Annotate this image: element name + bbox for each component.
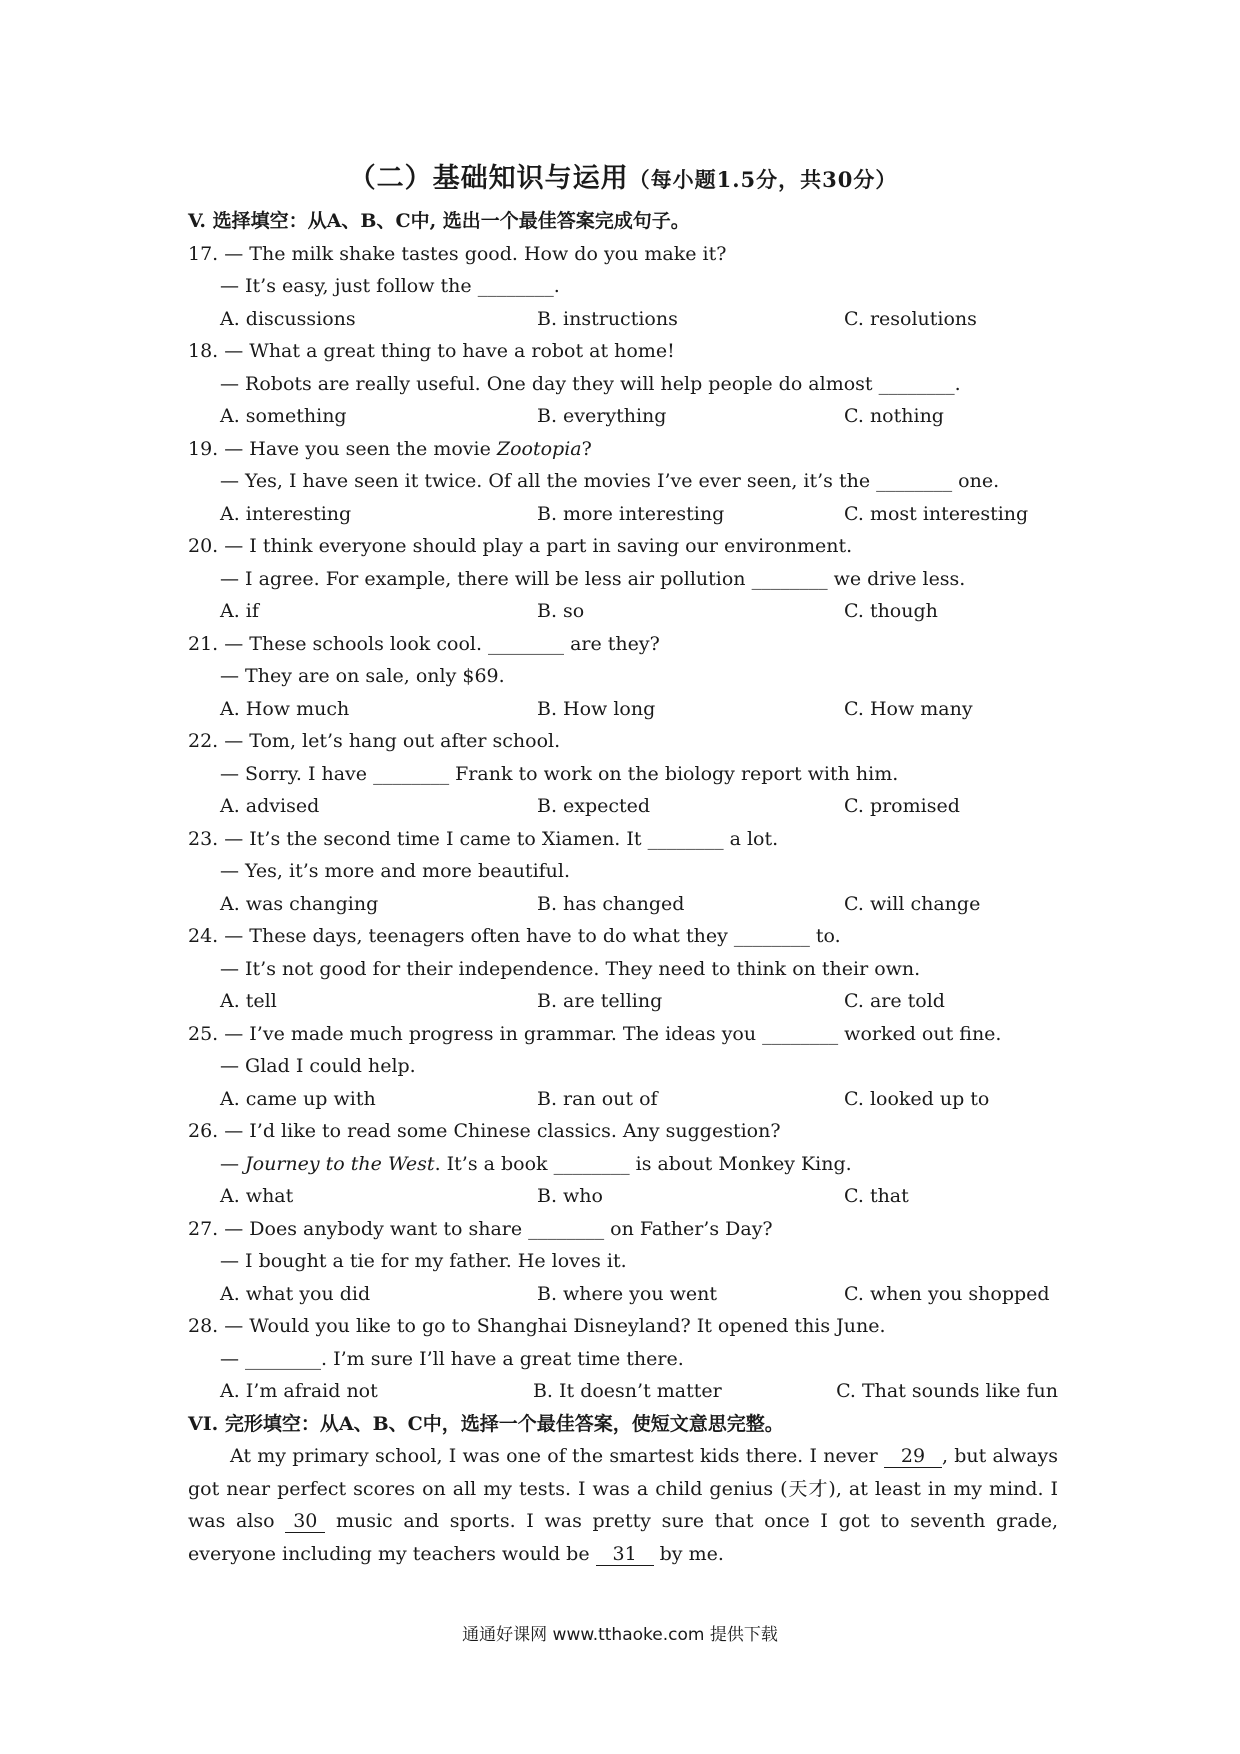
option-b: B. everything (537, 405, 667, 427)
question-options (188, 1278, 1058, 1311)
question-response: — I bought a tie for my father. He loves it. (220, 1250, 627, 1272)
section-title-note: （每小题1.5分，共30分） (628, 167, 898, 192)
option-a: A. what (220, 1185, 294, 1207)
question-stem: 27. — Does anybody want to share ________ on Father’s Day? (188, 1217, 773, 1240)
question-26 (188, 1115, 1058, 1213)
footer-watermark: 通通好课网 www.tthaoke.com 提供下载 (462, 1625, 778, 1645)
option-a: A. How much (220, 697, 350, 720)
question-stem (188, 433, 1058, 466)
option-b: B. has changed (537, 892, 685, 915)
question-response (188, 1148, 1058, 1181)
passage-text-4: by me. (653, 1542, 724, 1565)
question-stem: 28. — Would you like to go to Shanghai Disneyland? It opened this June. (188, 1315, 886, 1337)
option-b: B. expected (537, 795, 651, 817)
option-b: B. more interesting (537, 502, 725, 525)
option-c: C. promised (844, 795, 960, 817)
option-a: A. what you did (220, 1282, 371, 1305)
question-21 (188, 628, 1058, 726)
option-c: C. when you shopped (844, 1282, 1050, 1305)
question-options (188, 498, 1058, 531)
blank-31: 31 (596, 1543, 654, 1566)
movie-title: Zootopia (496, 437, 582, 460)
option-c: C. that (844, 1185, 909, 1207)
question-options (188, 303, 1058, 336)
question-18 (188, 335, 1058, 433)
question-options (188, 1180, 1058, 1213)
question-response: — Yes, I have seen it twice. Of all the movies I’ve ever seen, it’s the ________ one. (220, 470, 1000, 492)
question-options (188, 400, 1058, 433)
question-stem: 17. — The milk shake tastes good. How do you make it? (188, 242, 727, 265)
question-list (188, 238, 1058, 1408)
section-title (188, 160, 1058, 199)
question-response: — They are on sale, only $69. (220, 665, 505, 687)
question-stem: 26. — I’d like to read some Chinese classics. Any suggestion? (188, 1120, 781, 1142)
option-b: B. ran out of (537, 1087, 658, 1110)
option-b: B. are telling (537, 990, 663, 1012)
question-options (188, 595, 1058, 628)
option-c: C. will change (844, 892, 981, 915)
option-c: C. most interesting (844, 502, 1029, 525)
option-b: B. It doesn’t matter (532, 1380, 722, 1402)
option-c: C. That sounds like fun (836, 1380, 1058, 1402)
stem-text: 19. — Have you seen the movie (188, 437, 497, 460)
question-19 (188, 433, 1058, 531)
question-options (188, 790, 1058, 823)
question-options (188, 693, 1058, 726)
question-response: — Glad I could help. (220, 1055, 416, 1077)
option-b: B. instructions (537, 307, 678, 330)
option-b: B. where you went (537, 1282, 717, 1305)
question-20 (188, 530, 1058, 628)
option-a: A. discussions (220, 307, 356, 330)
question-28 (188, 1310, 1058, 1408)
option-a: A. was changing (220, 892, 379, 915)
section5-heading: V. 选择填空：从A、B、C中, 选出一个最佳答案完成句子。 (188, 210, 690, 232)
question-stem: 22. — Tom, let’s hang out after school. (188, 730, 561, 752)
option-b: B. How long (537, 697, 656, 720)
passage-text-2: , but always got near perfect scores on all my tests. I was a child genius (天才), at least in my mind. I was also (188, 1445, 1058, 1532)
question-options (188, 888, 1058, 921)
option-a: A. something (220, 405, 347, 427)
question-stem: 25. — I’ve made much progress in grammar. The ideas you ________ worked out fine. (188, 1022, 1002, 1045)
question-response: — It’s not good for their independence. They need to think on their own. (220, 957, 921, 980)
stem-text-end: ? (581, 437, 592, 460)
question-options (188, 985, 1058, 1018)
question-stem: 23. — It’s the second time I came to Xiamen. It ________ a lot. (188, 827, 779, 850)
option-a: A. interesting (220, 502, 352, 525)
option-c: C. nothing (844, 405, 944, 427)
question-stem: 21. — These schools look cool. ________ are they? (188, 632, 660, 655)
passage-text-3: music and sports. I was pretty sure that once I got to seventh grade, everyone including my teachers would be (188, 1510, 1058, 1565)
blank-29: 29 (884, 1445, 942, 1468)
option-c: C. looked up to (844, 1087, 990, 1110)
cloze-passage (188, 1440, 1058, 1570)
passage-text-1: At my primary school, I was one of the smartest kids there. I never (230, 1445, 884, 1467)
section6-heading: VI. 完形填空：从A、B、C中，选择一个最佳答案，使短文意思完整。 (188, 1412, 784, 1435)
response-dash: — (220, 1152, 246, 1175)
question-response: — Sorry. I have ________ Frank to work on the biology report with him. (220, 762, 899, 785)
option-a: A. if (220, 600, 259, 622)
option-c: C. though (844, 600, 938, 622)
exam-page (188, 160, 1058, 1570)
question-stem: 24. — These days, teenagers often have to do what they ________ to. (188, 925, 841, 947)
question-response: — I agree. For example, there will be less air pollution ________ we drive less. (220, 567, 966, 590)
question-23 (188, 823, 1058, 921)
section-title-main: （二）基础知识与运用 (348, 163, 629, 194)
option-a: A. came up with (220, 1087, 376, 1110)
response-text: . It’s a book ________ is about Monkey King. (434, 1152, 852, 1175)
book-title: Journey to the West (245, 1152, 435, 1175)
option-b: B. who (537, 1185, 603, 1207)
option-a: A. I’m afraid not (220, 1380, 378, 1402)
blank-30: 30 (285, 1510, 325, 1533)
option-a: A. tell (220, 990, 277, 1012)
option-b: B. so (537, 600, 585, 622)
option-c: C. resolutions (844, 307, 977, 330)
question-response: — ________. I’m sure I’ll have a great time there. (220, 1347, 684, 1370)
option-c: C. How many (844, 697, 973, 720)
question-options (188, 1083, 1058, 1116)
question-25 (188, 1018, 1058, 1116)
question-24 (188, 920, 1058, 1018)
question-response: — It’s easy, just follow the ________. (220, 275, 560, 297)
question-response: — Yes, it’s more and more beautiful. (220, 860, 571, 882)
question-27 (188, 1213, 1058, 1311)
option-a: A. advised (220, 795, 320, 817)
question-22 (188, 725, 1058, 823)
question-17 (188, 238, 1058, 336)
question-stem: 18. — What a great thing to have a robot at home! (188, 340, 675, 362)
question-options (188, 1375, 1058, 1408)
option-c: C. are told (844, 990, 945, 1012)
question-response: — Robots are really useful. One day they will help people do almost ________. (220, 372, 961, 395)
question-stem: 20. — I think everyone should play a part in saving our environment. (188, 535, 853, 557)
